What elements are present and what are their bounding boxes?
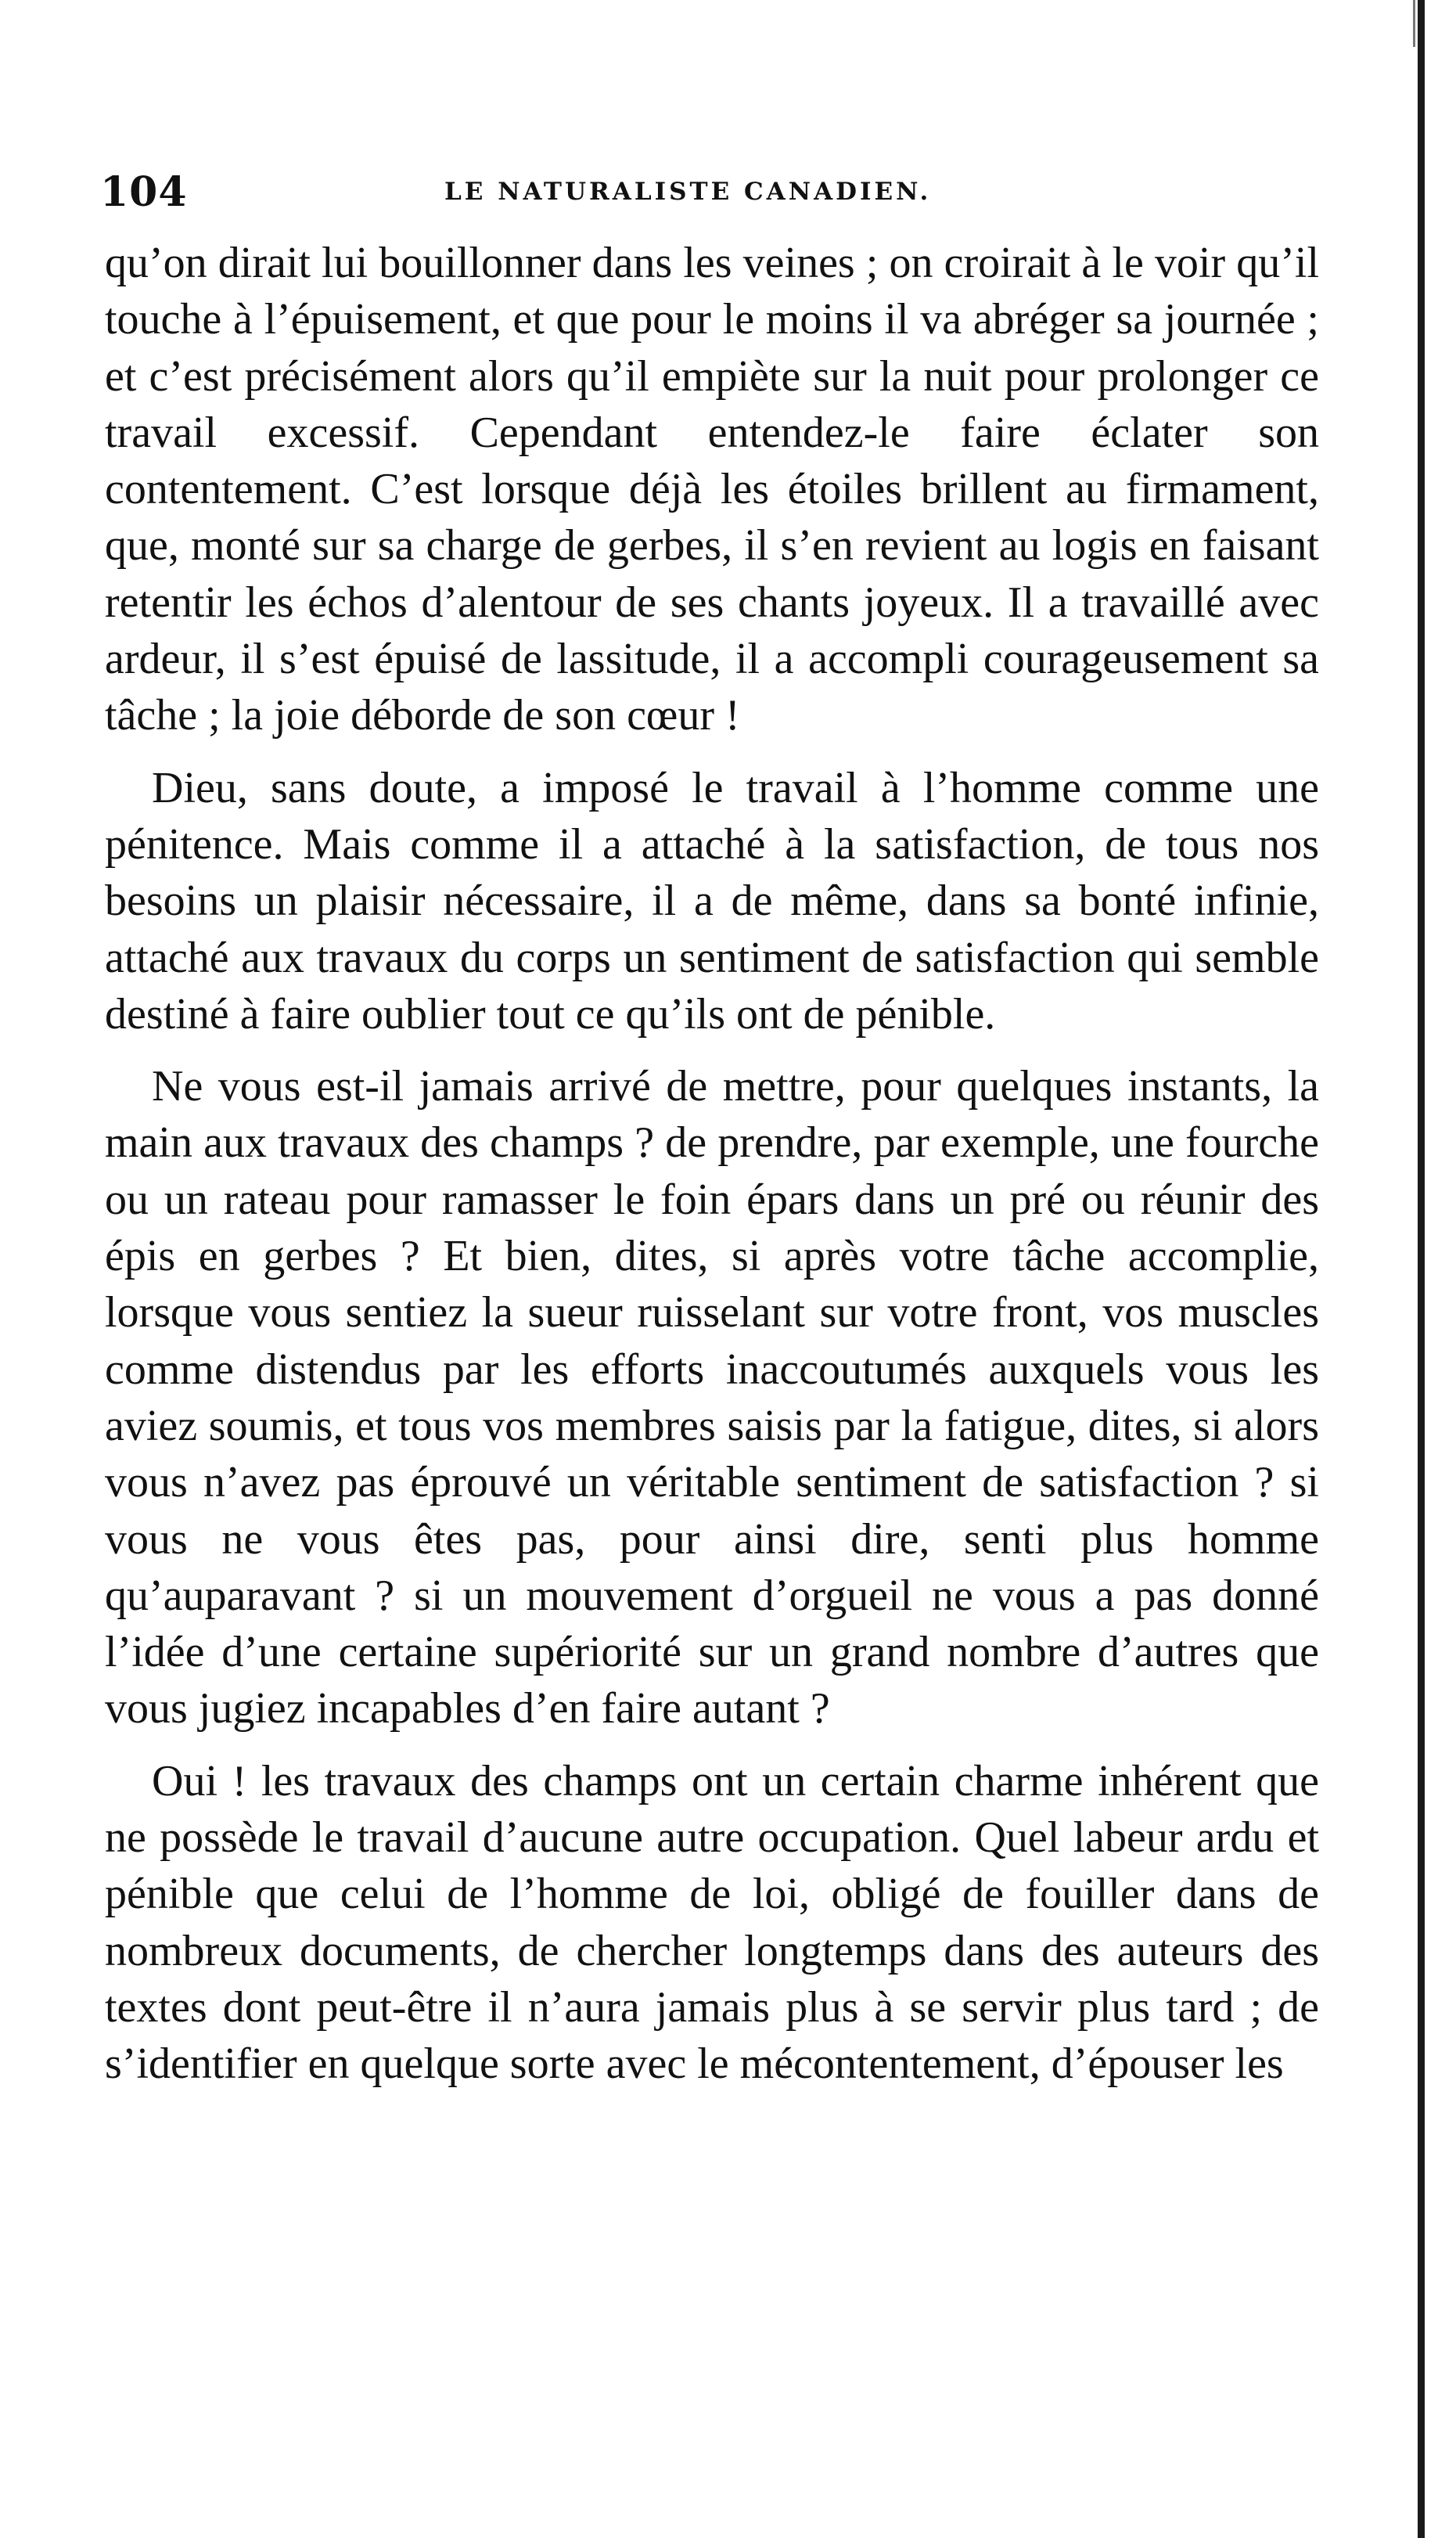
paragraph: Ne vous est-il jamais arrivé de mettre, pour quelques instants, la main aux travaux des champs ? de prendre, par exemple, une fourche ou un rateau pour ramasser le foin épars dans un pré ou réunir des épis en gerbes ? Et bien, dites, si après votre tâche accomplie, lorsque vous sentiez la sueur ruisselant sur votre front, vos muscles comme distendus par les efforts inaccoutumés auxquels vous les aviez soumis, et tous vos membres saisis par la fatigue, dites, si alors vous n’avez pas éprouvé un véritable sentiment de satisfaction ? si vous ne vous êtes pas, pour ainsi dire, senti plus homme qu’auparavant ? si un mouvement d’orgueil ne vous a pas donné l’idée d’une certaine supériorité sur un grand nombre d’autres que vous jugiez incapables d’en faire autant ? [105, 1062, 1319, 1733]
paragraph: qu’on dirait lui bouillonner dans les veines ; on croirait à le voir qu’il touche à l’épuisement, et que pour le moins il va abréger sa journée ; et c’est précisément alors qu’il empiète sur la nuit pour prolonger ce travail excessif. Cependant entendez-le faire éclater son contentement. C’est lorsque déjà les étoiles brillent au firmament, que, monté sur sa charge de gerbes, il s’en revient au logis en faisant retentir les échos d’alentour de ses chants joyeux. Il a travaillé avec ardeur, il s’est épuisé de lassitude, il a accompli courageusement sa tâche ; la joie déborde de son cœur ! [105, 239, 1319, 740]
page-binding-edge [1418, 0, 1425, 2538]
running-title: LE NATURALISTE CANADIEN. [444, 178, 932, 206]
page-header [100, 168, 1321, 223]
paragraph: Oui ! les travaux des champs ont un certain charme inhérent que ne possède le travail d’aucune autre occupation. Quel labeur ardu et pénible que celui de l’homme de loi, obligé de fouiller dans de nombreux documents, de chercher longtemps dans des auteurs des textes dont peut-être il n’aura jamais plus à se servir plus tard ; de s’identifier en quelque sorte avec le mécontentement, d’épouser les [105, 1756, 1319, 2089]
page-number: 104 [100, 168, 188, 216]
paragraph: Dieu, sans doute, a imposé le travail à l’homme comme une pénitence. Mais comme il a attaché à la satisfaction, de tous nos besoins un plaisir nécessaire, il a de même, dans sa bonté infinie, attaché aux travaux du corps un sentiment de satisfaction qui semble destiné à faire oublier tout ce qu’ils ont de pénible. [105, 763, 1319, 1039]
body-text [105, 235, 1319, 2093]
page-edge-mark [1413, 0, 1415, 47]
